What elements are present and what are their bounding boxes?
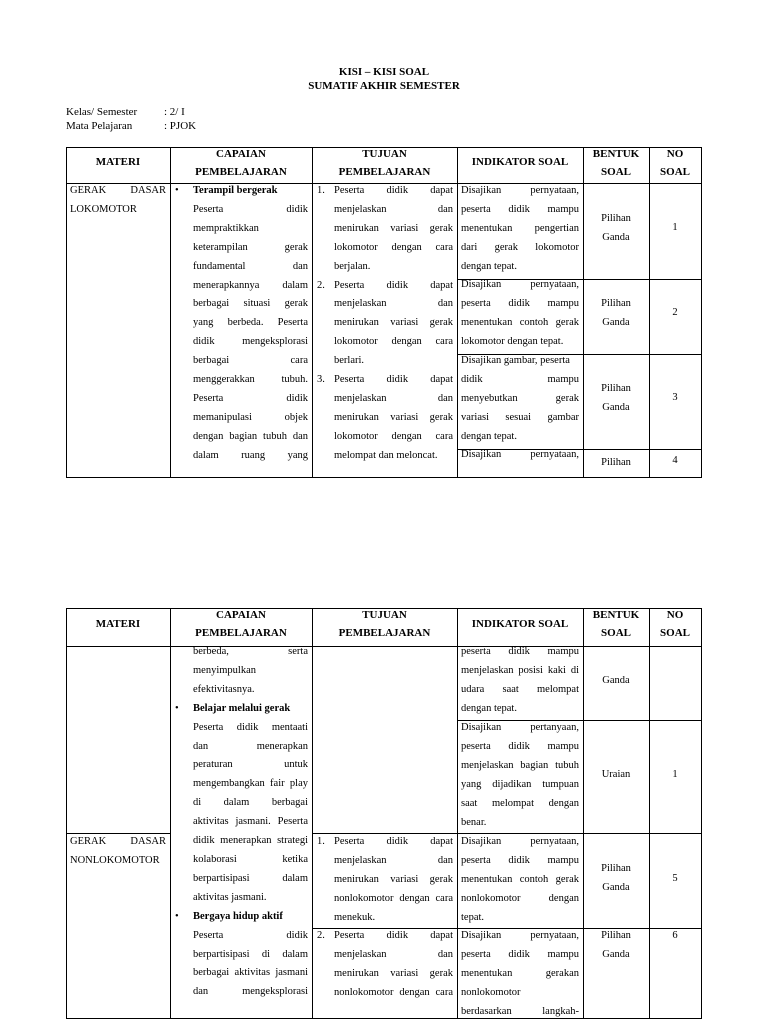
- no-cell: 1: [672, 769, 678, 780]
- indikator-cell: Disajikan pernyataan, peserta didik mampu menentukan pengertian dari gerak lokomotor dengan tepat.: [461, 185, 579, 272]
- no-cell: 4: [672, 455, 678, 466]
- bentuk-cell: Pilihan Ganda: [601, 213, 631, 243]
- indikator-cell: Disajikan gambar, peserta didik mampu menyebutkan gerak variasi sesuai gambar dengan tepat.: [461, 355, 579, 442]
- meta-mapel: [66, 120, 196, 132]
- indikator-cell: Disajikan pertanyaan, peserta didik mampu menjelaskan bagian tubuh yang dijadikan tumpuan saat melompat dengan benar.: [461, 722, 579, 828]
- no-cell: 2: [672, 307, 678, 318]
- meta-mapel-value: : PJOK: [164, 120, 197, 132]
- tujuan-item-2: 2. Peserta didik dapat menjelaskan dan menirukan variasi gerak nonlokomotor dengan cara: [317, 930, 453, 998]
- indikator-cell: Disajikan pernyataan, peserta didik mampu menentukan contoh gerak lokomotor dengan tepat.: [461, 279, 579, 347]
- header-bentuk: BENTUK SOAL: [592, 148, 640, 178]
- header-tujuan: TUJUAN PEMBELAJARAN: [338, 609, 431, 639]
- header-capaian: CAPAIAN PEMBELAJARAN: [195, 609, 287, 639]
- bentuk-cell: Pilihan Ganda: [601, 863, 631, 893]
- indikator-cell: Disajikan pernyataan,: [461, 449, 579, 460]
- header-materi: MATERI: [95, 618, 141, 630]
- header-capaian: CAPAIAN PEMBELAJARAN: [195, 148, 287, 178]
- no-cell: 3: [672, 392, 678, 403]
- bentuk-cell: Uraian: [601, 769, 631, 780]
- header-indikator: INDIKATOR SOAL: [471, 618, 569, 630]
- tujuan-item-1: 1. Peserta didik dapat menjelaskan dan menirukan variasi gerak lokomotor dengan cara berjalan.: [317, 185, 453, 272]
- materi-cell: GERAK DASAR NONLOKOMOTOR: [70, 836, 166, 866]
- meta-kelas-value: : 2/ I: [164, 106, 185, 118]
- indikator-cell: Disajikan pernyataan, peserta didik mampu menentukan contoh gerak nonlokomotor dengan tepat.: [461, 836, 579, 923]
- capaian-bullet-1: • Terampil bergerak: [175, 185, 278, 196]
- bentuk-cell: Pilihan Ganda: [601, 383, 631, 413]
- tujuan-cell: [317, 833, 453, 928]
- materi-cell: GERAK DASAR LOKOMOTOR: [70, 185, 166, 215]
- header-tujuan: TUJUAN PEMBELAJARAN: [338, 148, 431, 178]
- tujuan-cell: [317, 182, 453, 466]
- document-title: KISI – KISI SOAL: [338, 66, 430, 78]
- meta-mapel-label: Mata Pelajaran: [66, 120, 133, 132]
- header-no: NO SOAL: [660, 148, 690, 178]
- meta-kelas-label: Kelas/ Semester: [66, 106, 138, 118]
- no-cell: 5: [672, 873, 678, 884]
- tujuan-item-1: 1. Peserta didik dapat menjelaskan dan menirukan variasi gerak nonlokomotor dengan cara menekuk.: [317, 836, 453, 923]
- capaian-cell: • Terampil bergerak Peserta didik mempraktikkan keterampilan gerak fundamental dan menerapkannya dalam berbagai situasi gerak yang berbeda. Peserta didik mengeksplorasi berbagai cara menggerakkan tubuh. Peserta didik memanipulasi objek dengan bagian tubuh dan dalam ruang yang: [193, 182, 308, 466]
- tujuan-cell: [317, 927, 453, 1003]
- indikator-cell: peserta didik mampu menjelaskan posisi kaki di udara saat melompat dengan tepat.: [461, 646, 579, 714]
- no-cell: 1: [672, 222, 678, 233]
- capaian-bullet-3: • Bergaya hidup aktif: [175, 910, 283, 922]
- header-bentuk: BENTUK SOAL: [592, 609, 640, 639]
- document-subtitle: SUMATIF AKHIR SEMESTER: [308, 80, 460, 92]
- no-cell: 6: [672, 930, 678, 941]
- tujuan-item-2: 2. Peserta didik dapat menjelaskan dan menirukan variasi gerak lokomotor dengan cara berlari.: [317, 279, 453, 367]
- header-no: NO SOAL: [660, 609, 690, 639]
- bentuk-cell: Pilihan Ganda: [601, 930, 631, 960]
- meta-kelas: [66, 106, 185, 118]
- header-materi: MATERI: [95, 156, 141, 168]
- tujuan-item-3: 3. Peserta didik dapat menjelaskan dan menirukan variasi gerak lokomotor dengan cara melompat dan meloncat.: [317, 374, 453, 461]
- bentuk-cell: Ganda: [602, 675, 630, 686]
- capaian-bullet-2: • Belajar melalui gerak: [175, 702, 291, 714]
- bentuk-cell: Pilihan: [601, 457, 631, 468]
- capaian-cell: berbeda, serta menyimpulkan efektivitasnya. • Belajar melalui gerak Peserta didik mentaati dan menerapkan peraturan untuk mengembangkan fair play di dalam berbagai aktivitas jasmani. Peserta didik menerapkan strategi kolaborasi ketika berpartisipasi dalam aktivitas jasmani. • Bergaya hidup aktif Peserta didik berpartisipasi di dalam berbagai aktivitas jasmani dan mengeksplorasi: [175, 646, 308, 998]
- header-indikator: INDIKATOR SOAL: [471, 156, 569, 168]
- indikator-cell: Disajikan pernyataan, peserta didik mampu menentukan gerakan nonlokomotor berdasarkan langkah-: [461, 930, 579, 1017]
- bentuk-cell: Pilihan Ganda: [601, 298, 631, 328]
